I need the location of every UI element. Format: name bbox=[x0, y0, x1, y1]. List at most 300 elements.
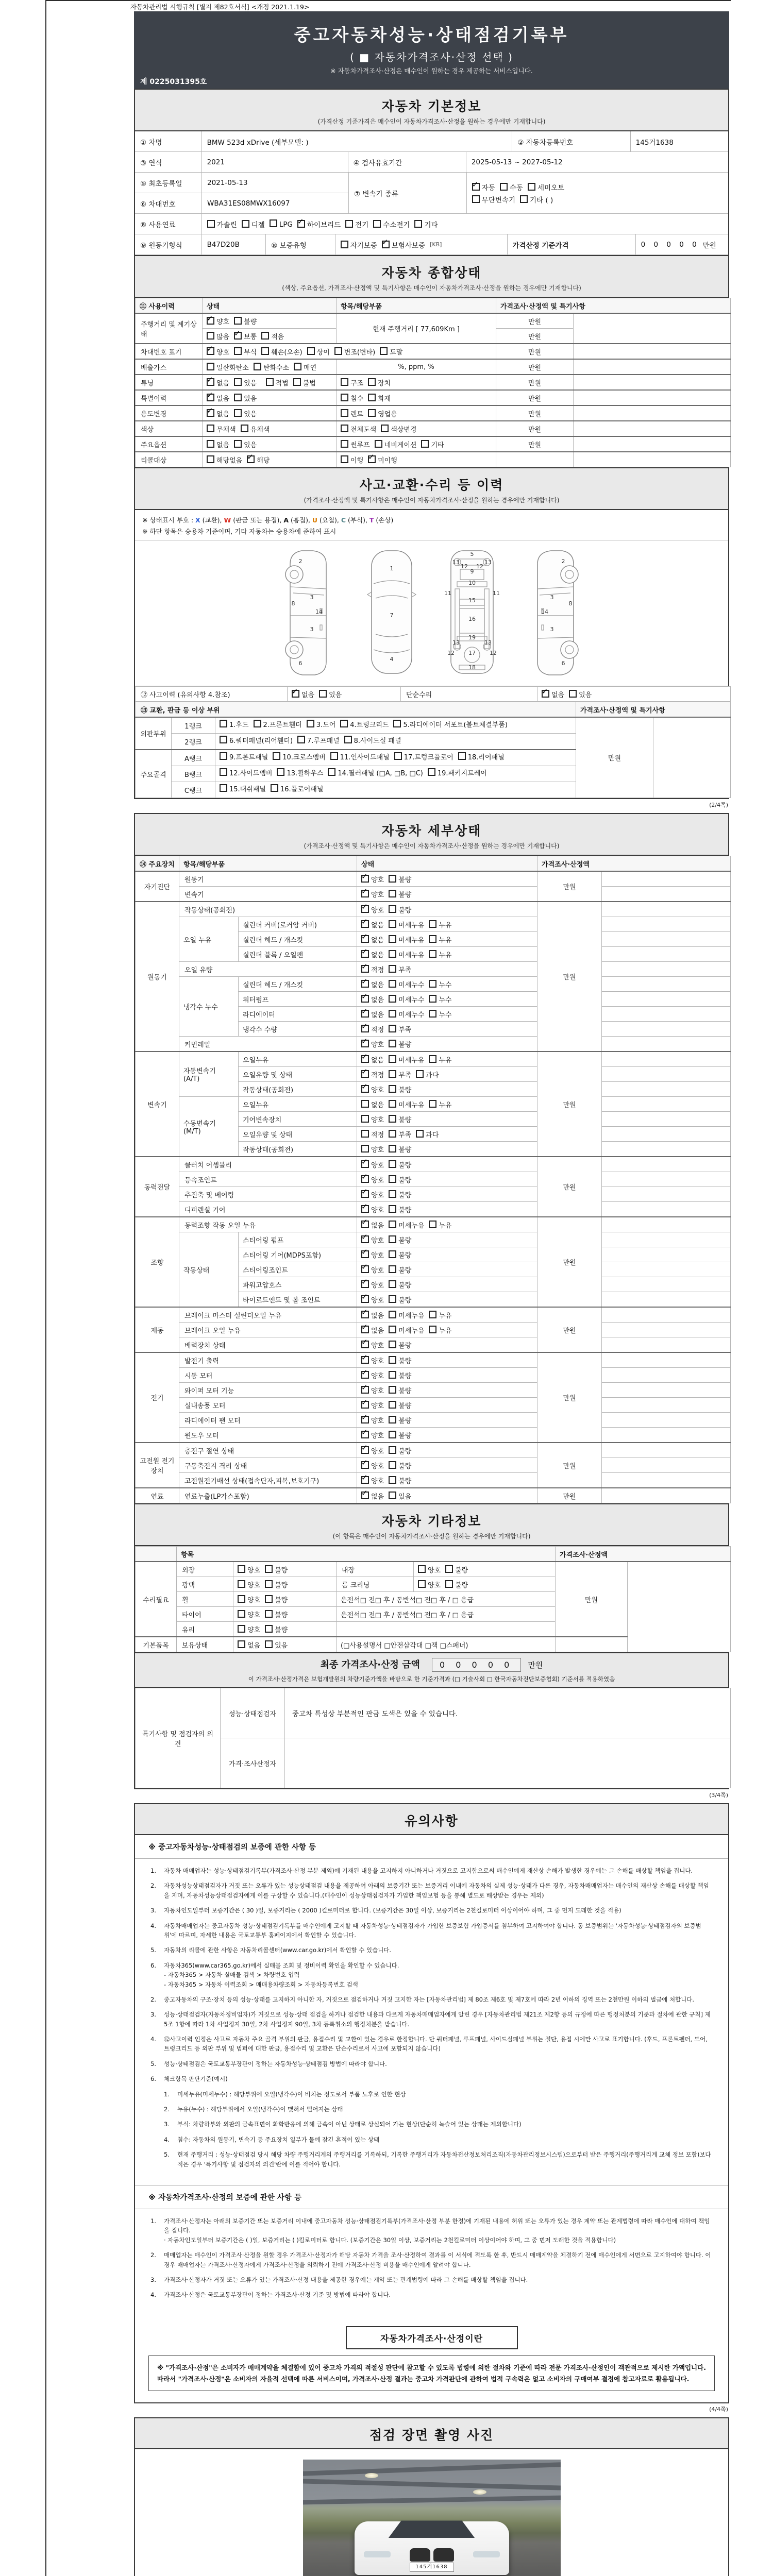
checkbox[interactable] bbox=[261, 332, 269, 340]
checkbox-option[interactable]: ✓ 없음 bbox=[292, 689, 314, 699]
checkbox-option[interactable]: 적정 bbox=[361, 1129, 384, 1139]
checkbox-option[interactable]: 기타 bbox=[414, 219, 438, 229]
checkbox-option[interactable]: ✓ 보험사보증 bbox=[382, 240, 425, 250]
checkbox[interactable] bbox=[472, 183, 480, 191]
checkbox[interactable] bbox=[389, 1205, 396, 1213]
checkbox-option[interactable]: 12.사이드멤버 bbox=[220, 767, 272, 781]
checkbox-option[interactable]: 누수 bbox=[429, 1009, 451, 1019]
checkbox[interactable] bbox=[389, 1371, 396, 1379]
checkbox-option[interactable]: 불량 bbox=[389, 1430, 411, 1440]
checkbox[interactable] bbox=[340, 720, 348, 727]
checkbox[interactable] bbox=[361, 1025, 369, 1032]
checkbox[interactable] bbox=[389, 1160, 396, 1168]
checkbox-option[interactable]: 18.리어패널 bbox=[458, 751, 505, 765]
checkbox-option[interactable]: 불량 bbox=[389, 1160, 411, 1170]
checkbox-option[interactable]: 1.후드 bbox=[220, 719, 249, 732]
checkbox-option[interactable]: 해당없음 bbox=[207, 455, 242, 465]
checkbox-option[interactable]: 불량 bbox=[389, 1385, 411, 1395]
checkbox[interactable] bbox=[389, 1145, 396, 1153]
checkbox[interactable] bbox=[389, 965, 396, 973]
checkbox-option[interactable]: 없음 bbox=[238, 1640, 260, 1650]
checkbox[interactable] bbox=[373, 220, 381, 228]
checkbox[interactable] bbox=[361, 1070, 369, 1078]
checkbox-option[interactable]: 누유 bbox=[429, 920, 451, 929]
checkbox[interactable] bbox=[389, 1190, 396, 1198]
checkbox-option[interactable]: 썬루프 bbox=[341, 439, 370, 449]
checkbox[interactable] bbox=[344, 736, 352, 743]
checkbox-option[interactable]: ✓ 해당 bbox=[247, 455, 270, 465]
checkbox-option[interactable]: 부식 bbox=[234, 347, 257, 357]
checkbox-option[interactable]: ✓ 양호 bbox=[361, 1430, 384, 1440]
checkbox-option[interactable]: 없음 bbox=[207, 439, 229, 449]
checkbox-option[interactable]: 양호 bbox=[418, 1580, 441, 1589]
checkbox-option[interactable]: 부족 bbox=[389, 1024, 411, 1034]
checkbox-option[interactable]: 불량 bbox=[445, 1565, 468, 1574]
checkbox[interactable] bbox=[389, 1010, 396, 1018]
checkbox-option[interactable]: LPG bbox=[270, 219, 293, 229]
checkbox-option[interactable]: 미세누유 bbox=[389, 1055, 424, 1064]
checkbox-option[interactable]: 영업용 bbox=[368, 409, 397, 418]
checkbox-option[interactable]: 변조(변타) bbox=[334, 347, 375, 357]
checkbox[interactable] bbox=[361, 1250, 369, 1258]
checkbox-option[interactable]: 불량 bbox=[389, 1415, 411, 1425]
checkbox[interactable] bbox=[297, 736, 305, 743]
checkbox[interactable] bbox=[429, 995, 436, 1003]
checkbox[interactable] bbox=[429, 1100, 436, 1108]
checkbox-option[interactable]: 미세누유 bbox=[389, 920, 424, 929]
checkbox[interactable] bbox=[389, 1250, 396, 1258]
checkbox[interactable] bbox=[265, 1610, 273, 1618]
checkbox[interactable] bbox=[361, 1040, 369, 1047]
checkbox[interactable] bbox=[389, 1386, 396, 1394]
checkbox-option[interactable]: 불량 bbox=[265, 1580, 288, 1589]
checkbox[interactable] bbox=[429, 1221, 436, 1228]
checkbox-option[interactable]: 부족 bbox=[389, 964, 411, 974]
checkbox[interactable] bbox=[361, 1386, 369, 1394]
checkbox-option[interactable]: 누유 bbox=[429, 935, 451, 944]
checkbox[interactable] bbox=[361, 1160, 369, 1168]
checkbox-option[interactable]: 과다 bbox=[416, 1129, 439, 1139]
checkbox[interactable] bbox=[445, 1580, 453, 1588]
checkbox[interactable] bbox=[389, 1401, 396, 1409]
checkbox[interactable] bbox=[277, 768, 284, 776]
checkbox[interactable] bbox=[345, 220, 353, 228]
checkbox-option[interactable]: 불량 bbox=[389, 1295, 411, 1304]
checkbox[interactable] bbox=[207, 440, 214, 448]
checkbox-option[interactable]: 6.쿼터패널(리어휀더) bbox=[220, 735, 293, 748]
checkbox[interactable] bbox=[389, 950, 396, 958]
checkbox-option[interactable]: 누유 bbox=[429, 1325, 451, 1335]
checkbox[interactable] bbox=[389, 1025, 396, 1032]
checkbox[interactable] bbox=[421, 440, 429, 448]
checkbox-option[interactable]: ✓ 없음 bbox=[361, 979, 384, 989]
checkbox[interactable] bbox=[389, 1265, 396, 1273]
checkbox[interactable] bbox=[361, 1010, 369, 1018]
checkbox[interactable] bbox=[361, 1326, 369, 1333]
checkbox-option[interactable]: 있음 bbox=[234, 378, 257, 387]
checkbox-option[interactable]: 있음 bbox=[265, 1640, 288, 1650]
checkbox-option[interactable]: 미세누유 bbox=[389, 1220, 424, 1230]
checkbox[interactable] bbox=[389, 1100, 396, 1108]
checkbox[interactable] bbox=[361, 995, 369, 1003]
checkbox-option[interactable]: 2.프론트휀더 bbox=[254, 719, 302, 732]
checkbox[interactable] bbox=[238, 1640, 245, 1648]
checkbox-option[interactable]: 불량 bbox=[389, 1461, 411, 1470]
checkbox-option[interactable]: 14.필러패널 (□A, □B, □C) bbox=[328, 767, 423, 781]
checkbox-option[interactable]: 부족 bbox=[389, 1129, 411, 1139]
checkbox-option[interactable]: 있음 bbox=[234, 439, 257, 449]
checkbox[interactable] bbox=[389, 935, 396, 943]
checkbox[interactable] bbox=[334, 347, 342, 355]
checkbox-option[interactable]: 미세누수 bbox=[389, 994, 424, 1004]
checkbox[interactable] bbox=[361, 1446, 369, 1454]
checkbox[interactable] bbox=[389, 1280, 396, 1288]
checkbox[interactable] bbox=[261, 347, 269, 355]
checkbox-option[interactable]: 미세누유 bbox=[389, 950, 424, 959]
checkbox[interactable] bbox=[361, 875, 369, 883]
checkbox-option[interactable]: ✓ 적정 bbox=[361, 1070, 384, 1079]
checkbox[interactable] bbox=[234, 347, 242, 355]
checkbox-option[interactable]: ✓ 보통 bbox=[234, 331, 257, 341]
checkbox-option[interactable]: 양호 bbox=[238, 1580, 260, 1589]
checkbox[interactable] bbox=[389, 875, 396, 883]
checkbox-option[interactable]: ✓ 양호 bbox=[207, 347, 229, 357]
checkbox-option[interactable]: 적음 bbox=[261, 331, 284, 341]
checkbox[interactable] bbox=[361, 1461, 369, 1469]
checkbox-option[interactable]: 침수 bbox=[341, 393, 363, 403]
checkbox[interactable] bbox=[389, 905, 396, 913]
checkbox-option[interactable]: ✓ 없음 bbox=[542, 689, 564, 699]
checkbox[interactable] bbox=[429, 950, 436, 958]
checkbox[interactable] bbox=[361, 1356, 369, 1364]
checkbox-option[interactable]: 수소전기 bbox=[373, 219, 410, 229]
checkbox-option[interactable]: ✓ 없음 bbox=[361, 1055, 384, 1064]
checkbox[interactable] bbox=[389, 1235, 396, 1243]
checkbox[interactable] bbox=[207, 455, 214, 463]
checkbox-option[interactable]: 불량 bbox=[389, 1235, 411, 1245]
checkbox[interactable] bbox=[429, 980, 436, 988]
checkbox[interactable] bbox=[542, 690, 549, 698]
checkbox-option[interactable]: 양호 bbox=[238, 1565, 260, 1574]
checkbox-option[interactable]: 불량 bbox=[265, 1624, 288, 1634]
checkbox-option[interactable]: 3.도어 bbox=[307, 719, 336, 732]
checkbox-option[interactable]: 불량 bbox=[389, 889, 411, 899]
checkbox-option[interactable]: 없음 bbox=[361, 1099, 384, 1109]
checkbox-option[interactable]: 부족 bbox=[389, 1070, 411, 1079]
checkbox[interactable] bbox=[341, 425, 348, 432]
checkbox[interactable] bbox=[414, 220, 422, 228]
checkbox-option[interactable]: 누수 bbox=[429, 979, 451, 989]
checkbox-option[interactable]: ✓ 없음 bbox=[361, 950, 384, 959]
checkbox-option[interactable]: ✓ 양호 bbox=[361, 1461, 384, 1470]
checkbox-option[interactable]: 미세누수 bbox=[389, 1009, 424, 1019]
checkbox[interactable] bbox=[270, 219, 277, 227]
checkbox-option[interactable]: 누유 bbox=[429, 1055, 451, 1064]
checkbox-option[interactable]: ✓양호 bbox=[207, 316, 229, 326]
checkbox-option[interactable]: 양호 bbox=[238, 1609, 260, 1619]
checkbox-option[interactable]: 탄화수소 bbox=[254, 362, 289, 372]
checkbox[interactable] bbox=[389, 1040, 396, 1047]
checkbox-option[interactable]: 누수 bbox=[429, 994, 451, 1004]
checkbox-option[interactable]: 불량 bbox=[445, 1580, 468, 1589]
checkbox[interactable] bbox=[429, 935, 436, 943]
checkbox[interactable] bbox=[307, 720, 314, 727]
checkbox[interactable] bbox=[234, 317, 242, 325]
checkbox-option[interactable]: 구조 bbox=[341, 378, 363, 387]
checkbox-option[interactable]: ✓ 없음 bbox=[207, 409, 229, 418]
checkbox[interactable] bbox=[234, 409, 242, 417]
checkbox-option[interactable]: ✓ 양호 bbox=[361, 1175, 384, 1184]
checkbox-option[interactable]: 5.라디에이터 서포트(볼트체결부품) bbox=[393, 719, 508, 732]
checkbox-option[interactable]: ✓ 양호 bbox=[361, 1039, 384, 1049]
checkbox[interactable] bbox=[361, 1492, 369, 1499]
checkbox[interactable] bbox=[265, 1565, 273, 1573]
checkbox[interactable] bbox=[294, 363, 301, 370]
checkbox[interactable] bbox=[389, 1431, 396, 1438]
checkbox[interactable] bbox=[207, 363, 214, 370]
checkbox-option[interactable]: 불량 bbox=[389, 1265, 411, 1275]
checkbox[interactable] bbox=[429, 1010, 436, 1018]
checkbox-option[interactable]: ✓ 양호 bbox=[361, 889, 384, 899]
checkbox[interactable] bbox=[234, 440, 242, 448]
checkbox[interactable] bbox=[429, 920, 436, 928]
checkbox[interactable] bbox=[297, 220, 305, 228]
checkbox[interactable] bbox=[389, 1175, 396, 1183]
checkbox[interactable] bbox=[389, 1115, 396, 1123]
checkbox[interactable] bbox=[472, 195, 480, 203]
checkbox[interactable] bbox=[273, 752, 280, 760]
checkbox-option[interactable]: 있음 bbox=[569, 689, 592, 699]
checkbox[interactable] bbox=[234, 378, 242, 386]
checkbox[interactable] bbox=[220, 752, 227, 760]
checkbox[interactable] bbox=[361, 1476, 369, 1484]
checkbox[interactable] bbox=[361, 1431, 369, 1438]
checkbox[interactable] bbox=[265, 1595, 273, 1603]
checkbox[interactable] bbox=[238, 1580, 245, 1588]
checkbox[interactable] bbox=[220, 768, 227, 776]
checkbox[interactable] bbox=[520, 195, 528, 203]
checkbox-option[interactable]: ✓ 없음 bbox=[361, 1325, 384, 1335]
checkbox[interactable] bbox=[341, 378, 348, 386]
checkbox-option[interactable]: 무채색 bbox=[207, 424, 236, 434]
checkbox[interactable] bbox=[207, 332, 214, 340]
checkbox-option[interactable]: ✓ 적정 bbox=[361, 964, 384, 974]
checkbox-option[interactable]: 불량 bbox=[389, 1370, 411, 1380]
checkbox[interactable] bbox=[393, 720, 401, 727]
checkbox-option[interactable]: 불량 bbox=[389, 1114, 411, 1124]
checkbox[interactable] bbox=[341, 241, 348, 248]
checkbox-option[interactable]: 무단변속기 bbox=[472, 194, 515, 205]
checkbox-option[interactable]: 전체도색 bbox=[341, 424, 376, 434]
checkbox[interactable] bbox=[528, 183, 535, 191]
checkbox[interactable] bbox=[416, 1130, 424, 1138]
checkbox[interactable] bbox=[265, 1625, 273, 1633]
checkbox-option[interactable]: 세미오토 bbox=[528, 182, 564, 192]
checkbox[interactable] bbox=[234, 394, 242, 401]
checkbox[interactable] bbox=[361, 890, 369, 897]
checkbox-option[interactable]: 불량 bbox=[389, 1400, 411, 1410]
checkbox-option[interactable]: ✓ 양호 bbox=[361, 1084, 384, 1094]
checkbox-option[interactable]: ✓ 하이브리드 bbox=[297, 219, 341, 229]
checkbox[interactable] bbox=[254, 720, 261, 727]
checkbox[interactable] bbox=[247, 455, 255, 463]
checkbox-option[interactable]: 16.플로어패널 bbox=[271, 783, 323, 796]
checkbox[interactable] bbox=[266, 378, 274, 386]
checkbox-option[interactable]: 미세누유 bbox=[389, 1099, 424, 1109]
checkbox-option[interactable]: ✓ 양호 bbox=[361, 1476, 384, 1485]
checkbox-option[interactable]: 불량 bbox=[265, 1609, 288, 1619]
checkbox[interactable] bbox=[319, 690, 327, 698]
checkbox[interactable] bbox=[207, 220, 215, 228]
checkbox-option[interactable]: 있음 bbox=[319, 689, 342, 699]
checkbox[interactable] bbox=[361, 1341, 369, 1348]
checkbox-option[interactable]: 불량 bbox=[389, 1084, 411, 1094]
checkbox[interactable] bbox=[429, 1311, 436, 1318]
checkbox-option[interactable]: 19.패키지트레이 bbox=[428, 767, 487, 781]
checkbox-option[interactable]: ✓ 양호 bbox=[361, 1370, 384, 1380]
checkbox[interactable] bbox=[429, 1055, 436, 1063]
checkbox[interactable] bbox=[328, 768, 335, 776]
checkbox[interactable] bbox=[389, 920, 396, 928]
checkbox[interactable] bbox=[382, 241, 390, 248]
checkbox-option[interactable]: ✓ 양호 bbox=[361, 1160, 384, 1170]
checkbox-option[interactable]: 불량 bbox=[389, 1446, 411, 1455]
checkbox-option[interactable]: 매연 bbox=[294, 362, 316, 372]
checkbox-option[interactable]: ✓ 양호 bbox=[361, 1415, 384, 1425]
checkbox-option[interactable]: ✓ 양호 bbox=[361, 1340, 384, 1350]
checkbox[interactable] bbox=[389, 1085, 396, 1093]
checkbox[interactable] bbox=[207, 378, 214, 386]
checkbox[interactable] bbox=[361, 1295, 369, 1303]
checkbox[interactable] bbox=[389, 1326, 396, 1333]
checkbox[interactable] bbox=[381, 425, 389, 432]
checkbox[interactable] bbox=[241, 425, 248, 432]
checkbox-option[interactable]: 디젤 bbox=[242, 219, 265, 229]
checkbox[interactable] bbox=[389, 1476, 396, 1484]
checkbox-option[interactable]: 불량 bbox=[265, 1595, 288, 1604]
checkbox[interactable] bbox=[220, 720, 227, 727]
checkbox[interactable] bbox=[416, 1070, 424, 1078]
checkbox-option[interactable]: ✓ 양호 bbox=[361, 1400, 384, 1410]
checkbox-option[interactable]: 적법 bbox=[266, 378, 289, 387]
checkbox[interactable] bbox=[238, 1565, 245, 1573]
checkbox[interactable] bbox=[265, 1580, 273, 1588]
checkbox[interactable] bbox=[389, 1070, 396, 1078]
checkbox-option[interactable]: ✓ 양호 bbox=[361, 1235, 384, 1245]
checkbox[interactable] bbox=[207, 347, 214, 355]
checkbox[interactable] bbox=[361, 1280, 369, 1288]
checkbox-option[interactable]: ✓ 양호 bbox=[361, 1205, 384, 1214]
checkbox[interactable] bbox=[361, 1371, 369, 1379]
checkbox-option[interactable]: ✓ 없음 bbox=[207, 393, 229, 403]
checkbox-option[interactable]: 색상변경 bbox=[381, 424, 416, 434]
checkbox[interactable] bbox=[361, 1221, 369, 1228]
checkbox-option[interactable]: 불량 bbox=[389, 1039, 411, 1049]
checkbox-option[interactable]: 렌트 bbox=[341, 409, 363, 418]
checkbox-option[interactable]: 불량 bbox=[389, 1340, 411, 1350]
checkbox-option[interactable]: 상이 bbox=[307, 347, 330, 357]
checkbox[interactable] bbox=[361, 920, 369, 928]
checkbox-option[interactable]: ✓자동 bbox=[472, 182, 495, 192]
checkbox-option[interactable]: 17.트렁크플로어 bbox=[394, 751, 453, 765]
checkbox-option[interactable]: ✓ 적정 bbox=[361, 1024, 384, 1034]
checkbox[interactable] bbox=[207, 317, 214, 325]
checkbox-option[interactable]: 7.루프패널 bbox=[297, 735, 340, 748]
checkbox-option[interactable]: 불량 bbox=[389, 874, 411, 884]
checkbox[interactable] bbox=[361, 1265, 369, 1273]
checkbox[interactable] bbox=[361, 1130, 369, 1138]
checkbox[interactable] bbox=[238, 1595, 245, 1603]
checkbox[interactable] bbox=[389, 1356, 396, 1364]
checkbox-option[interactable]: 불량 bbox=[389, 1175, 411, 1184]
checkbox-option[interactable]: 유채색 bbox=[241, 424, 270, 434]
checkbox[interactable] bbox=[341, 409, 348, 417]
checkbox-option[interactable]: 양호 bbox=[418, 1565, 441, 1574]
checkbox-option[interactable]: 양호 bbox=[238, 1624, 260, 1634]
checkbox-option[interactable]: ✓ 미이행 bbox=[368, 455, 397, 465]
checkbox[interactable] bbox=[361, 935, 369, 943]
checkbox-option[interactable]: 기타 ( ) bbox=[520, 194, 553, 205]
checkbox[interactable] bbox=[361, 1085, 369, 1093]
checkbox[interactable] bbox=[238, 1610, 245, 1618]
checkbox-option[interactable]: 많음 bbox=[207, 331, 229, 341]
checkbox-option[interactable]: ✓ 없음 bbox=[361, 1220, 384, 1230]
checkbox[interactable] bbox=[361, 1311, 369, 1318]
checkbox-option[interactable]: 양호 bbox=[361, 1144, 384, 1154]
checkbox-option[interactable]: 미세누유 bbox=[389, 935, 424, 944]
checkbox-option[interactable]: ✓ 없음 bbox=[207, 378, 229, 387]
checkbox-option[interactable]: ✓ 양호 bbox=[361, 1446, 384, 1455]
checkbox-option[interactable]: ✓ 없음 bbox=[361, 1491, 384, 1501]
checkbox-option[interactable]: 불법 bbox=[293, 378, 316, 387]
checkbox[interactable] bbox=[220, 784, 227, 792]
checkbox[interactable] bbox=[389, 1341, 396, 1348]
checkbox-option[interactable]: 불량 bbox=[389, 1190, 411, 1199]
checkbox-option[interactable]: 미세누수 bbox=[389, 979, 424, 989]
checkbox-option[interactable]: 네비게이션 bbox=[375, 439, 417, 449]
checkbox[interactable] bbox=[207, 409, 214, 417]
checkbox[interactable] bbox=[234, 332, 242, 340]
checkbox-option[interactable]: 있음 bbox=[234, 409, 257, 418]
checkbox[interactable] bbox=[445, 1565, 453, 1573]
checkbox[interactable] bbox=[389, 1221, 396, 1228]
checkbox-option[interactable]: ✓ 양호 bbox=[361, 1280, 384, 1290]
checkbox-option[interactable]: 양호 bbox=[238, 1595, 260, 1604]
checkbox-option[interactable]: ✓ 없음 bbox=[361, 994, 384, 1004]
checkbox[interactable] bbox=[389, 1492, 396, 1499]
checkbox[interactable] bbox=[368, 409, 376, 417]
checkbox-option[interactable]: 9.프론트패널 bbox=[220, 751, 268, 765]
checkbox-option[interactable]: 13.휠하우스 bbox=[277, 767, 323, 781]
checkbox[interactable] bbox=[361, 980, 369, 988]
checkbox-option[interactable]: 불량 bbox=[234, 316, 257, 326]
checkbox-option[interactable]: 누유 bbox=[429, 1220, 451, 1230]
checkbox[interactable] bbox=[361, 1175, 369, 1183]
checkbox[interactable] bbox=[389, 1130, 396, 1138]
checkbox-option[interactable]: ✓ 양호 bbox=[361, 905, 384, 914]
checkbox[interactable] bbox=[500, 183, 508, 191]
checkbox-option[interactable]: 미세누유 bbox=[389, 1310, 424, 1320]
checkbox[interactable] bbox=[569, 690, 577, 698]
checkbox[interactable] bbox=[380, 347, 388, 355]
checkbox[interactable] bbox=[361, 905, 369, 913]
checkbox[interactable] bbox=[361, 1416, 369, 1423]
checkbox[interactable] bbox=[361, 1190, 369, 1198]
checkbox[interactable] bbox=[341, 455, 348, 463]
checkbox[interactable] bbox=[330, 752, 338, 760]
checkbox-option[interactable]: 10.크로스멤버 bbox=[273, 751, 325, 765]
checkbox-option[interactable]: 불량 bbox=[389, 1280, 411, 1290]
